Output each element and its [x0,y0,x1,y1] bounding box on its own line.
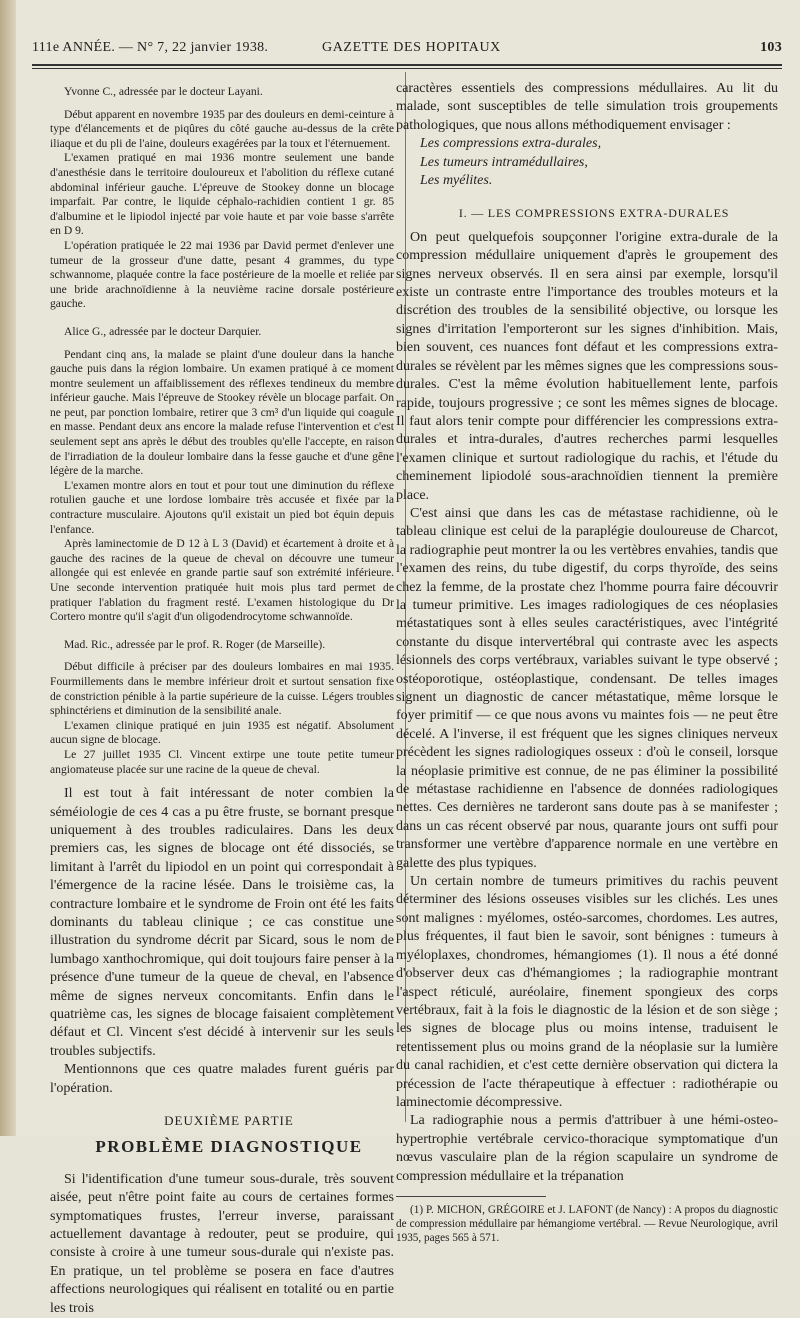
case-1-p1: Début apparent en novembre 1935 par des douleurs en demi-ceinture à type d'élancements et de piqûres du côté gauche au-dessus de la crête iliaque et du pli de l'aine, douleurs exagérées par la toux et l'éternuement. [50,107,394,150]
commentary-p1: Il est tout à fait intéressant de noter combien la séméiologie de ces 4 cas a pu être fruste, se bornant presque uniquement à des troubles radiculaires. Dans les deux premiers cas, les signes de blocage ont été dissociés, se limitant à l'arrêt du lipiodol en un point qui correspondait à l'émergence de la racine lésée. Dans le troisième cas, la contracture lombaire et le syndrome de Froin ont été les faits dominants du tableau clinique ; ce cas constitue une illustration du syndrome décrit par Sicard, sous le nom de lumbago xanthochromique, qui doit toujours faire penser à la présence d'une tumeur de la queue de cheval, en l'absence même de signes nerveux concomitants. Enfin dans le quatrième cas, les signes de blocage faisaient complètement défaut et Cl. Vincent s'est décidé à intervenir sur les seuls troubles subjectifs. [50,786,394,1059]
case-3-title: Mad. Ric., adressée par le prof. R. Roger (de Marseille). [64,637,326,651]
case-1-p3: L'opération pratiquée le 22 mai 1936 par David permet d'enlever une tumeur de la grosseur d'une datte, pesant 4 grammes, du type schwannome, plaquée contre la face postérieure de la moelle et reliée par une bride arachnoïdienne à la neuvième racine dorsale postérieure gauche. [50,238,394,311]
case-2-p2: L'examen montre alors en tout et pour tout une diminution du réflexe rotulien gauche et une lordose lombaire très accusée et fixée par la contracture musculaire. Ajoutons qu'il existait un pied bot équin depuis l'enfance. [50,478,394,536]
header-rule [32,64,782,66]
commentary-p2: Mentionnons que ces quatre malades furent guéris par l'opération. [50,1062,394,1096]
classification-list [396,135,778,190]
page-binding-edge [0,0,16,1136]
page-header [32,40,782,62]
commentary [50,785,394,1318]
list-item: Les compressions extra-durales, [420,136,602,152]
right-column [396,80,778,1245]
right-p4: Un certain nombre de tumeurs primitives du rachis peuvent déterminer des lésions osseuses visibles sur les clichés. Les unes sont malignes : myélomes, ostéo-sarcomes, chordomes. Les autres, plus fréquentes, il faut bien le savoir, sont bénignes : tumeurs à myéloplaxes, chondromes, hémangiomes (1). Il nous a été donné d'observer deux cas d'hémangiomes ; la radiographie montrant l'aspect réticulé, auréolaire, finement spongieux des corps vertébraux, fait à la fois le diagnostic de la lésion et de son siège ; les signes de blocage plus ou moins intense, traduisent le retentissement plus ou moins grand de la néoplasie sur la lumière du canal rachidien, et c'est cette dernière observation qui dictera la précession de l'acte thérapeutique à effectuer : radiothérapie ou laminectomie décompressive. [396,874,778,1110]
list-item: Les myélites. [420,173,493,189]
list-item: Les tumeurs intramédullaires, [420,154,588,170]
left-column [50,80,394,1318]
right-p3: C'est ainsi que dans les cas de métastase rachidienne, où le tableau clinique est celui de la paraplégie douloureuse de Charcot, la radiographie peut montrer la ou les vertèbres envahies, tandis que l'examen des reins, du tube digestif, du corps thyroïde, des seins chez la femme, de la prostate chez l'homme pourra faire découvrir la tumeur primitive. Les images radiologiques de ces néoplasies métastatiques sont à elles seules caractéristiques, avec l'intégrité constante du disque intervertébral qui contraste avec les aspects lésionnels des corps vertébraux, variables suivant le type observé ; ostéoporotique, ostéoplastique, condensant. De telles images signent un diagnostic de cancer métastatique, même lorsque le foyer primitif — ce que nous avons vu maintes fois — ne peut être décelé. A l'inverse, il est fréquent que les signes cliniques nerveux précèdent les signes radiologiques osseux : d'où le conseil, lorsque la néoplasie primitive est connue, de ne pas éliminer la possibilité de métastase rachidienne en l'absence de données radiologiques nettes. Ces dernières ne tarderont sans doute pas à se manifester ; dans un cas récent observé par nous, quarante jours ont suffi pour transformer une vertèbre d'apparence normale en une vertèbre en galette des plus typiques. [396,505,778,871]
case-2-p1: Pendant cinq ans, la malade se plaint d'une douleur dans la hanche gauche puis dans la région lombaire. Un examen pratiqué à ce moment montre seulement un affaiblissement des réflexes tendineux du membre inférieur gauche. Mais l'épreuve de Stookey révèle un blocage parfait. On ne peut, par ponction lombaire, retirer que 3 cm³ d'un liquide qui coagule en masse. Pendant deux ans encore la malade refuse l'intervention et c'est seulement sept ans après le début des troubles qu'elle l'accepte, en raison de l'irradiation de la douleur lombaire dans la fesse gauche et d'une gêne légère de la marche. [50,347,394,478]
right-p1: caractères essentiels des compressions médullaires. Au lit du malade, sont susceptibles de telle simulation trois groupements pathologiques, que nous allons méthodiquement envisager : [396,81,778,133]
case-3-p1: Début difficile à préciser par des douleurs lombaires en mai 1935. Fourmillements dans le membre inférieur droit et surtout sensation fixe de constriction pénible à la partie supérieure de la cuisse. Légers troubles sphinctériens et diminution de la sensibilité anale. [50,660,394,718]
section-heading: I. — LES COMPRESSIONS EXTRA-DURALES [458,206,730,221]
intro-paragraph: Si l'identification d'une tumeur sous-durale, très souvent aisée, peut n'être point faite au cours de certaines formes symptomatiques frustes, l'erreur inverse, paraissant actuellement davantage à redouter, peut se produire, qui consiste à croire à une tumeur sous-durale qui n'existe pas. En pratique, un tel problème se posera en face d'autres affections neurologiques qui réalisent en totalité ou en partie les trois [50,1171,394,1316]
header-rule-thin [32,68,782,69]
case-3-p3: Le 27 juillet 1935 Cl. Vincent extirpe une toute petite tumeur angiomateuse placée sur une racine de la queue de cheval. [50,747,394,776]
section-title: PROBLÈME DIAGNOSTIQUE [95,1137,363,1157]
case-3-p2: L'examen clinique pratiqué en juin 1935 est négatif. Absolument aucun signe de blocage. [50,718,394,747]
case-2-p3: Après laminectomie de D 12 à L 3 (David) et écartement à droite et à gauche des racines de la queue de cheval on découvre une tumeur allongée qui est enlevée en grande partie sauf son extrémité inférieure. Une seconde intervention pratiquée huit mois plus tard permet de pratiquer l'ablation du fragment resté. L'examen histologique du Dr Cortero montre qu'il s'agit d'un oligodendrocytome schwannoïde. [50,537,394,624]
footnote-rule [396,1196,546,1197]
right-p2: On peut quelquefois soupçonner l'origine extra-durale de la compression médullaire uniquement d'après le groupement des signes nerveux observés. Il en sera ainsi par exemple, lorsqu'il existe un contraste entre l'importance des troubles moteurs et la discrétion des troubles de la sensibilité objective, ou lorsque les signes d'irritation l'emporteront sur les signes d'inhibition. Mais, bien souvent, ces nuances font défaut et les compressions extra-durales se révèlent par les mêmes signes que les compressions sous-durales. C'est la même évolution habituellement lente, parfois rapide, toujours progressive ; ce sont les mêmes signes de blocage. Il faut alors tenir compte pour différencier les compressions extra-durales et intra-durales, d'autres recherches parmi lesquelles l'examen clinique et surtout radiologique du rachis, et l'étude du cheminement lipiodolé sous-arachnoïdien tiennent la première place. [396,229,778,503]
case-1-title: Yvonne C., adressée par le docteur Layani. [64,85,263,98]
case-reports [50,85,394,777]
right-p5: La radiographie nous a permis d'attribuer à une hémi-osteo-hypertrophie vertébrale cervico-thoracique symptomatique d'un nœvus vasculaire plan de la région scapulaire un syndrome de compression médullaire et la trépanation [396,1113,778,1184]
page-number: 103 [760,40,782,55]
case-1-p2: L'examen pratiqué en mai 1936 montre seulement une bande d'anesthésie dans le territoire douloureux et l'abolition du réflexe cutané abdominal inférieur gauche. L'épreuve de Stookey donne un blocage imparfait. Par contre, le liquide céphalo-rachidien contient 1 gr. 85 d'albumine et le lipiodol injecté par voie haute et par voie basse s'arrête en D 9. [50,151,394,238]
part-heading: DEUXIÈME PARTIE [164,1113,294,1129]
journal-title: GAZETTE DES HOPITAUX [322,40,501,55]
case-2-title: Alice G., adressée par le docteur Darquier. [64,324,262,338]
issue-info: 111e ANNÉE. — N° 7, 22 janvier 1938. [32,40,269,55]
footnote: (1) P. MICHON, GRÉGOIRE et J. LAFONT (de Nancy) : A propos du diagnostic de compression médullaire par hémangiome vertébral. — Revue Neurologique, avril 1935, pages 565 à 571. [396,1203,778,1244]
